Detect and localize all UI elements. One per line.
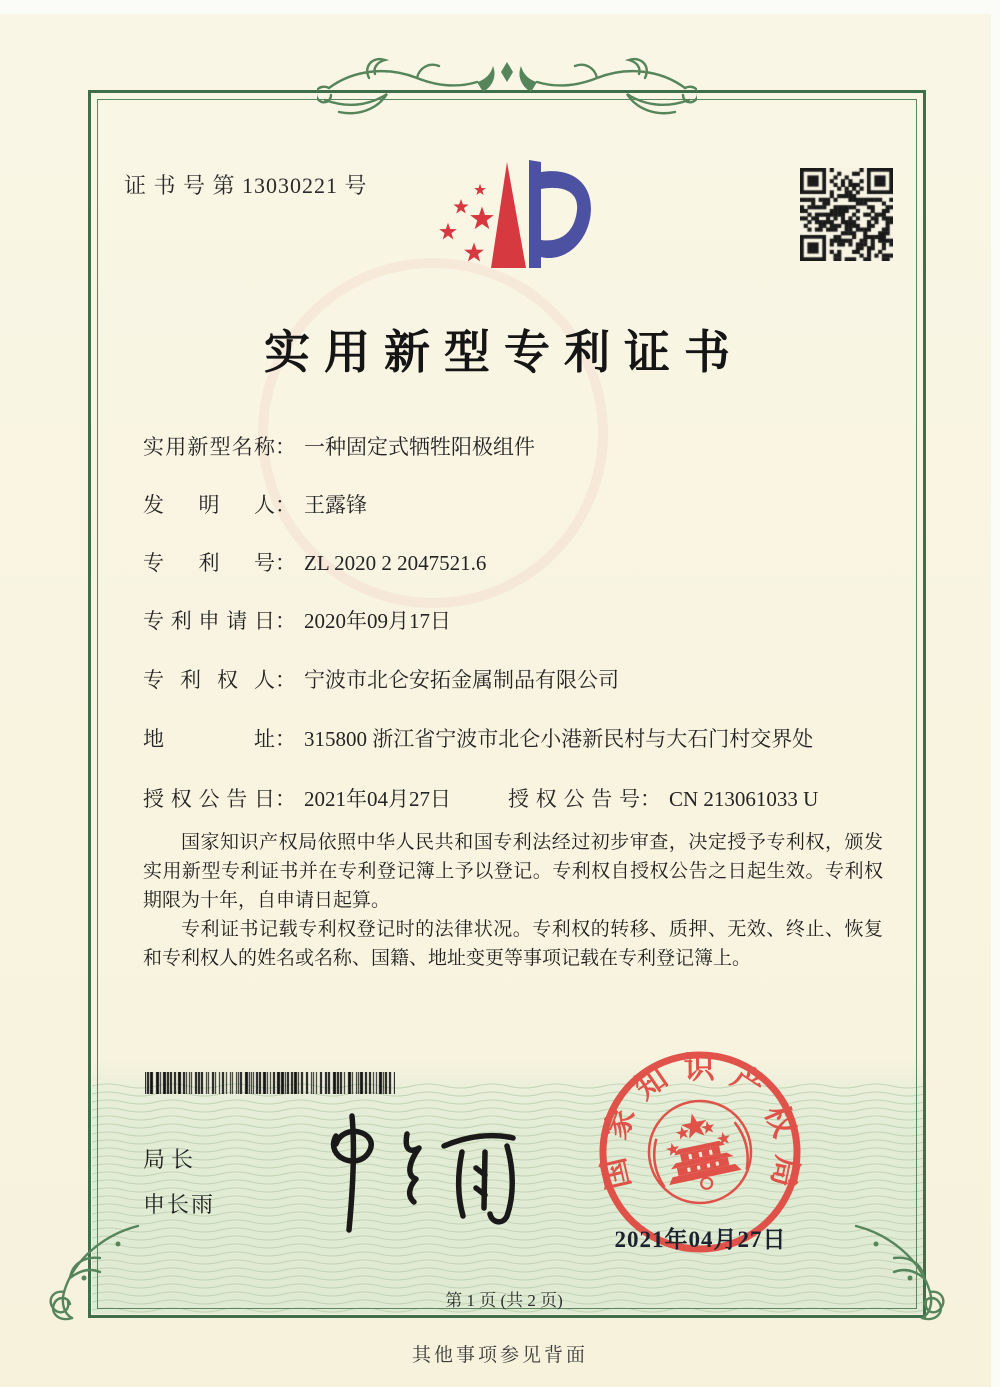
field-colon: ： — [275, 493, 296, 517]
grant-number-pair — [508, 783, 818, 813]
field-label: 发明人 — [143, 493, 275, 517]
field-row-inventor — [143, 489, 367, 519]
field-row-address — [143, 723, 813, 753]
legal-paragraph: 专利证书记载专利权登记时的法律状况。专利权的转移、质押、无效、终止、恢复和专利权人的姓名或名称、国籍、地址变更等事项记载在专利登记簿上。 — [143, 919, 883, 969]
field-colon: ： — [640, 787, 661, 811]
field-label: 实用新型名称 — [143, 435, 275, 459]
national-emblem-icon — [640, 1092, 761, 1213]
field-value: ZL 2020 2 2047521.6 — [304, 551, 487, 575]
director-name: 申长雨 — [143, 1192, 216, 1217]
back-side-note: 其他事项参见背面 — [411, 1345, 588, 1366]
field-label: 地址 — [143, 727, 275, 751]
seal-ring-text: 国家知识产权局 — [595, 1049, 806, 1193]
legal-paragraph: 国家知识产权局依照中华人民共和国专利法经过初步审查，决定授予专利权，颁发实用新型专利证书并在专利登记簿上予以登记。专利权自授权公告之日起生效。专利权期限为十年，自申请日起算。 — [143, 832, 883, 911]
field-colon: ： — [275, 668, 296, 692]
field-row-grant — [143, 783, 863, 813]
grant-number-value: CN 213061033 U — [669, 787, 819, 811]
seal-date: 2021年04月27日 — [614, 1227, 787, 1252]
field-label: 授权公告号 — [508, 787, 640, 811]
cnipa-logo-icon — [428, 148, 598, 278]
certificate-number: 证 书 号 第 13030221 号 — [124, 173, 368, 198]
field-value: 一种固定式牺牲阳极组件 — [304, 435, 535, 459]
grant-date-pair — [143, 787, 451, 811]
dragon-ornament-icon — [317, 48, 697, 120]
field-row-invention-name — [143, 431, 535, 461]
field-value: 315800 浙江省宁波市北仑小港新民村与大石门村交界处 — [304, 727, 814, 751]
grant-date-value: 2021年04月27日 — [304, 787, 451, 811]
field-value: 2020年09月17日 — [304, 609, 451, 633]
field-label: 专利申请日 — [143, 609, 275, 633]
field-colon: ： — [275, 727, 296, 751]
field-label: 专利号 — [143, 551, 275, 575]
certificate-title: 实用新型专利证书 — [264, 327, 744, 378]
field-label: 专利权人 — [143, 668, 275, 692]
director-signature — [292, 1106, 532, 1238]
barcode — [145, 1072, 395, 1094]
field-label: 授权公告日 — [143, 787, 275, 811]
field-colon: ： — [275, 787, 296, 811]
page-indicator: 第 1 页 (共 2 页) — [445, 1291, 563, 1310]
field-row-patentee — [143, 664, 619, 694]
field-value: 宁波市北仑安拓金属制品有限公司 — [304, 668, 619, 692]
qr-code — [800, 168, 893, 261]
field-colon: ： — [275, 435, 296, 459]
field-row-filing-date — [143, 605, 451, 635]
director-title: 局长 — [143, 1147, 200, 1172]
field-colon: ： — [275, 551, 296, 575]
field-row-patent-number — [143, 547, 486, 577]
field-colon: ： — [275, 609, 296, 633]
field-value: 王露锋 — [304, 493, 367, 517]
legal-text-block — [143, 828, 883, 973]
